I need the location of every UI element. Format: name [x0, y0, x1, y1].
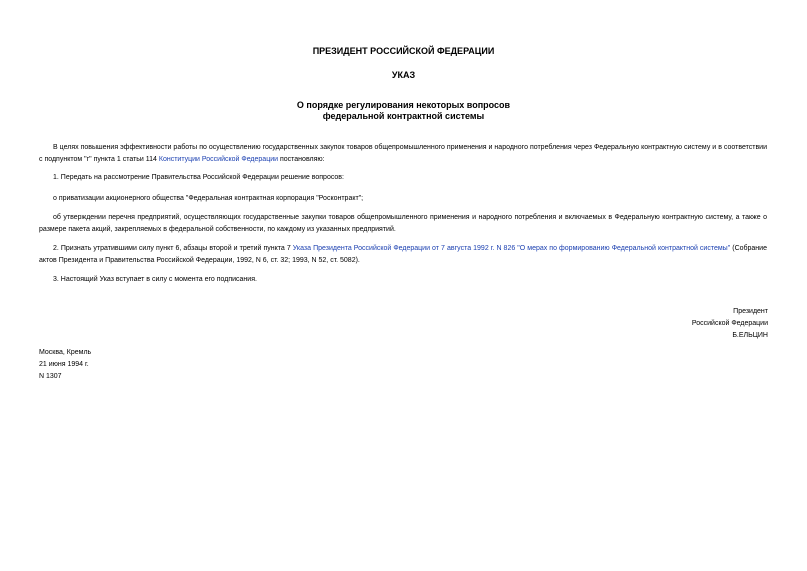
signature-name: Б.ЕЛЬЦИН [732, 332, 768, 339]
place-date-block [39, 347, 239, 383]
signature-country: Российской Федерации [691, 320, 768, 327]
signing-date: 21 июня 1994 г. [39, 361, 89, 368]
item-3-paragraph: 3. Настоящий Указ вступает в силу с момента его подписания. [53, 276, 257, 283]
intro-text-after-link: постановляю: [278, 156, 325, 163]
decree-826-link[interactable]: Указа Президента Российской Федерации от 7 августа 1992 г. N 826 "О мерах по формированию Федеральной контрактной системы" [292, 245, 731, 252]
intro-text-before-link: В целях повышения эффективности работы по осуществлению государственных закупок товаров общепромышленного применения и народного потребления через Федеральную контрактную систему и в соответствии с подпунктом "г" пункта 1 статьи 114 [39, 144, 767, 163]
constitution-link[interactable]: Конституции Российской Федерации [158, 156, 279, 163]
document-type-heading: УКАЗ [391, 70, 416, 80]
signature-title: Президент [733, 308, 768, 315]
document-title-line-1: О порядке регулирования некоторых вопросов [296, 100, 511, 110]
document-title-line-2: федеральной контрактной системы [322, 111, 485, 121]
signature-block [568, 306, 768, 342]
item-2-text-after-link: (Собрание актов Президента и Правительства Российской Федерации, 1992, N 6, ст. 32; 1993, N 52, ст. 5082). [39, 245, 767, 264]
item-1-subitem-2: об утверждении перечня предприятий, осуществляющих государственные закупки товаров общепромышленного применения и народного потребления и включаемых в Федеральную контрактную систему, а также о размере пакета акций, закрепляемых в федеральной собственности, по каждому из указанных предприятий. [39, 214, 767, 233]
item-1-subitem-1: о приватизации акционерного общества "Федеральная контрактная корпорация "Росконтракт"; [53, 195, 364, 202]
issuer-heading: ПРЕЗИДЕНТ РОССИЙСКОЙ ФЕДЕРАЦИИ [312, 46, 495, 56]
item-2-text-before-link: 2. Признать утратившими силу пункт 6, абзацы второй и третий пункта 7 [53, 245, 293, 252]
item-2-paragraph [39, 243, 767, 267]
decree-number: N 1307 [39, 373, 62, 380]
intro-paragraph [39, 142, 767, 166]
item-1-paragraph: 1. Передать на рассмотрение Правительства Российской Федерации решение вопросов: [53, 174, 344, 181]
signing-place: Москва, Кремль [39, 349, 92, 356]
